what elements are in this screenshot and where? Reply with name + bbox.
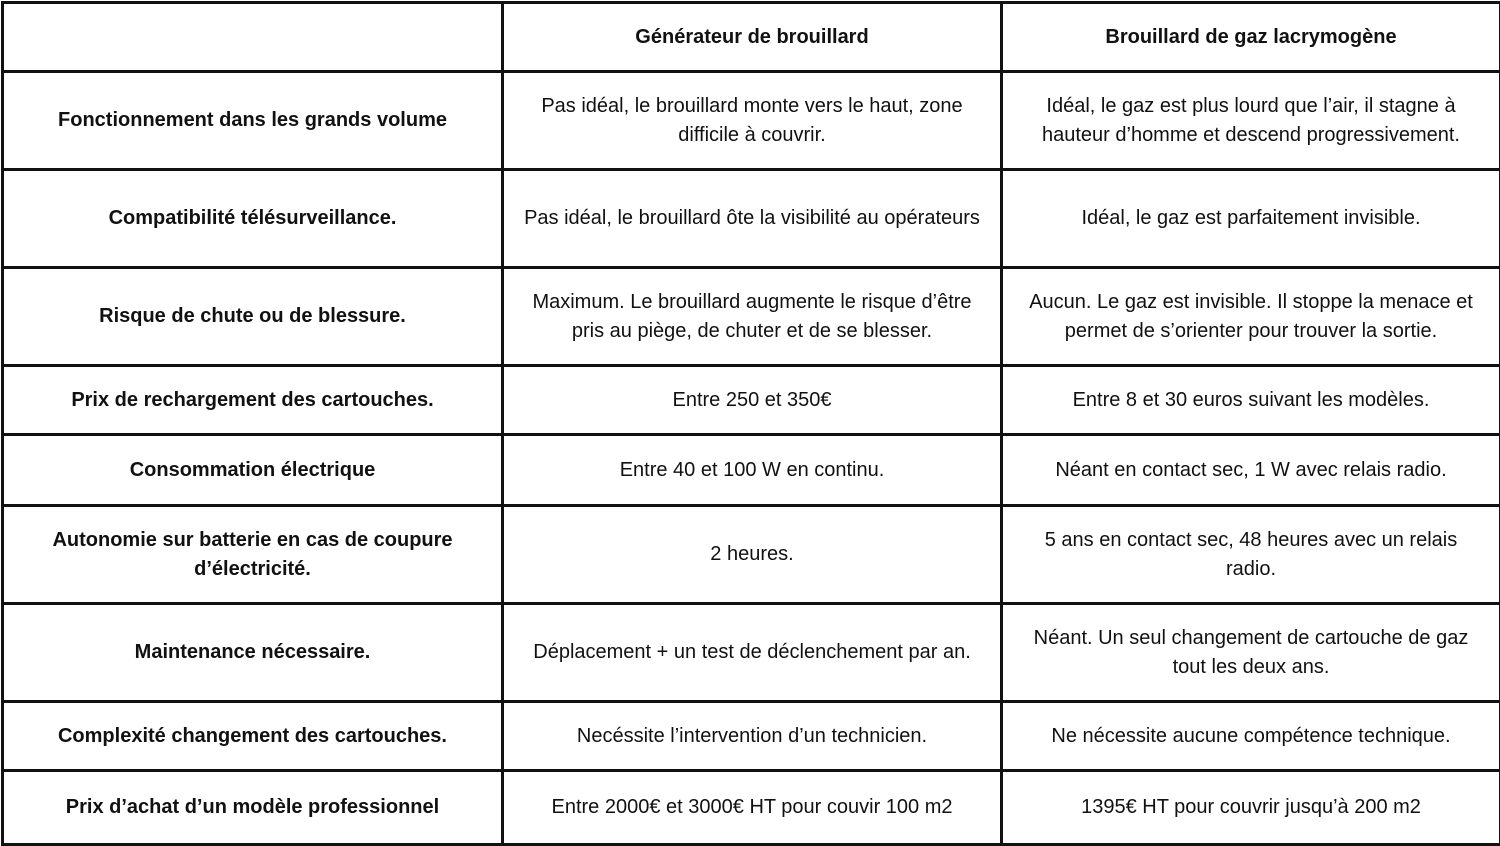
- row-label: Autonomie sur batterie en cas de coupure d’électricité.: [3, 506, 503, 604]
- fog-generator-value: Necéssite l’intervention d’un technicien.: [503, 702, 1002, 771]
- table-row: [3, 771, 1500, 845]
- table-row: [3, 72, 1500, 170]
- tear-gas-value: Idéal, le gaz est plus lourd que l’air, il stagne à hauteur d’homme et descend progressivement.: [1002, 72, 1500, 170]
- comparison-table: [1, 1, 1500, 846]
- header-fog-generator: Générateur de brouillard: [503, 3, 1002, 72]
- fog-generator-value: Pas idéal, le brouillard ôte la visibilité au opérateurs: [503, 170, 1002, 268]
- fog-generator-value: Entre 250 et 350€: [503, 366, 1002, 435]
- fog-generator-value: Pas idéal, le brouillard monte vers le haut, zone difficile à couvrir.: [503, 72, 1002, 170]
- fog-generator-value: Maximum. Le brouillard augmente le risque d’être pris au piège, de chuter et de se blesser.: [503, 268, 1002, 366]
- table-row: [3, 506, 1500, 604]
- row-label: Maintenance nécessaire.: [3, 604, 503, 702]
- tear-gas-value: Néant en contact sec, 1 W avec relais radio.: [1002, 435, 1500, 506]
- row-label: Fonctionnement dans les grands volume: [3, 72, 503, 170]
- row-label: Complexité changement des cartouches.: [3, 702, 503, 771]
- tear-gas-value: Entre 8 et 30 euros suivant les modèles.: [1002, 366, 1500, 435]
- tear-gas-value: Aucun. Le gaz est invisible. Il stoppe la menace et permet de s’orienter pour trouver la sortie.: [1002, 268, 1500, 366]
- header-row: [3, 3, 1500, 72]
- table-row: [3, 604, 1500, 702]
- table-row: [3, 702, 1500, 771]
- fog-generator-value: Entre 2000€ et 3000€ HT pour couvir 100 m2: [503, 771, 1002, 845]
- row-label: Prix d’achat d’un modèle professionnel: [3, 771, 503, 845]
- table-row: [3, 366, 1500, 435]
- row-label: Risque de chute ou de blessure.: [3, 268, 503, 366]
- fog-generator-value: Déplacement + un test de déclenchement par an.: [503, 604, 1002, 702]
- tear-gas-value: Néant. Un seul changement de cartouche de gaz tout les deux ans.: [1002, 604, 1500, 702]
- table-row: [3, 435, 1500, 506]
- row-label: Prix de rechargement des cartouches.: [3, 366, 503, 435]
- tear-gas-value: Idéal, le gaz est parfaitement invisible.: [1002, 170, 1500, 268]
- row-label: Compatibilité télésurveillance.: [3, 170, 503, 268]
- table-row: [3, 170, 1500, 268]
- tear-gas-value: Ne nécessite aucune compétence technique.: [1002, 702, 1500, 771]
- fog-generator-value: Entre 40 et 100 W en continu.: [503, 435, 1002, 506]
- tear-gas-value: 1395€ HT pour couvrir jusqu’à 200 m2: [1002, 771, 1500, 845]
- header-tear-gas-fog: Brouillard de gaz lacrymogène: [1002, 3, 1500, 72]
- header-empty-cell: [3, 3, 503, 72]
- tear-gas-value: 5 ans en contact sec, 48 heures avec un relais radio.: [1002, 506, 1500, 604]
- row-label: Consommation électrique: [3, 435, 503, 506]
- fog-generator-value: 2 heures.: [503, 506, 1002, 604]
- table-row: [3, 268, 1500, 366]
